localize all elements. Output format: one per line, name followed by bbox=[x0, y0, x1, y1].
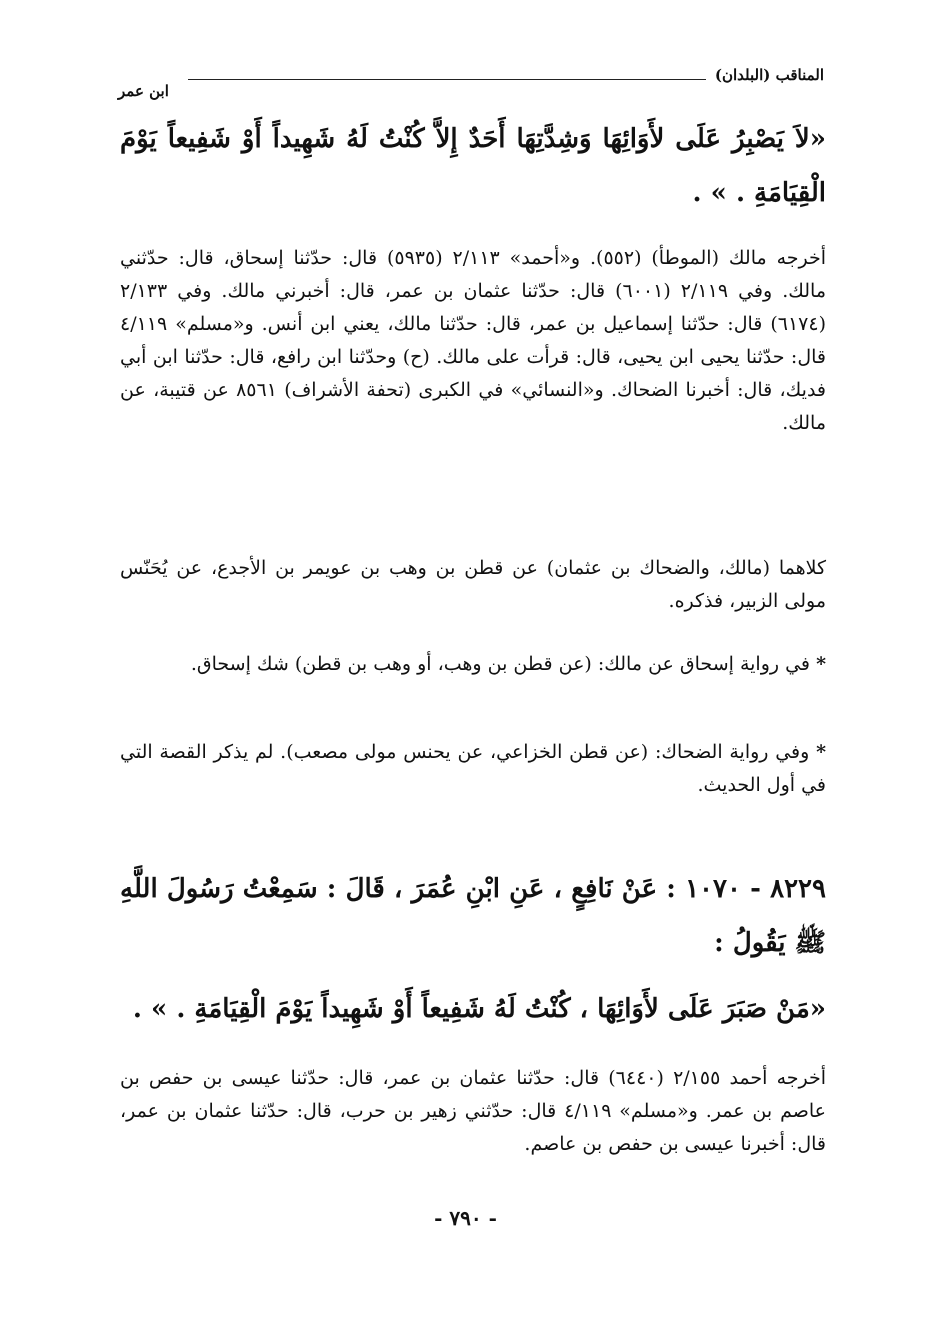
section-title: المناقب (البلدان) bbox=[714, 66, 824, 84]
asterisk-icon: * bbox=[816, 653, 826, 675]
hadith-heading bbox=[120, 862, 826, 970]
variant-note-1 bbox=[120, 648, 826, 681]
prev-hadith-body: «لاَ يَصْبِرُ عَلَى لأَوَائِهَا وَشِدَّتِهَا أَحَدٌ إِلاَّ كُنْتُ لَهُ شَهِيداً أَوْ شَفِيعاً يَوْمَ الْقِيَامَةِ . » . bbox=[120, 124, 826, 208]
isnad-note-text: كلاهما (مالك، والضحاك بن عثمان) عن قطن بن وهب بن عويمر بن الأجدع، عن يُحَنّس مولى الزبير، فذكره. bbox=[120, 557, 826, 612]
page-number: - ٧٩٠ - bbox=[434, 1206, 497, 1230]
takhrij-paragraph-1 bbox=[120, 242, 826, 440]
variant-note-2 bbox=[120, 736, 826, 802]
asterisk-icon: * bbox=[816, 741, 826, 763]
chapter-title: ابن عمر bbox=[118, 82, 169, 100]
takhrij-1-text: أخرجه مالك (الموطأ) (٥٥٢). و«أحمد» ٢/١١٣ (٥٩٣٥) قال: حدّثنا إسحاق، قال: حدّثني مالك. وفي ٢/١١٩ (٦٠٠١) قال: حدّثنا عثمان بن عمر، قال: أخبرني مالك. وفي ٢/١٣٣ (٦١٧٤) قال: حدّثنا إسماعيل بن عمر، قال: حدّثنا مالك، يعني ابن أنس. و«مسلم» ٤/١١٩ قال: حدّثنا يحيى ابن يحيى، قال: قرأت على مالك. (ح) وحدّثنا ابن رافع، قال: حدّثنا ابن أبي فديك، قال: أخبرنا الضحاك. و«النسائي» في الكبرى (تحفة الأشراف) ٨٥٦١ عن قتيبة، عن مالك. bbox=[120, 247, 827, 434]
prev-hadith-text bbox=[120, 112, 826, 220]
hadith-8229-matn bbox=[120, 982, 826, 1036]
takhrij-2-text: أخرجه أحمد ٢/١٥٥ (٦٤٤٠) قال: حدّثنا عثمان بن عمر، قال: حدّثنا عيسى بن حفص بن عاصم بن عمر. و«مسلم» ٤/١١٩ قال: حدّثني زهير بن حرب، قال: حدّثنا عثمان بن عمر، قال: أخبرنا عيسى بن حفص بن عاصم. bbox=[120, 1067, 827, 1155]
isnad-note bbox=[120, 552, 826, 618]
variant-note-2-text: وفي رواية الضحاك: (عن قطن الخزاعي، عن يحنس مولى مصعب). لم يذكر القصة التي في أول الحديث. bbox=[120, 741, 826, 796]
takhrij-paragraph-2 bbox=[120, 1062, 826, 1161]
hadith-8229-heading: ٨٢٢٩ - ١٠٧٠ : عَنْ نَافِعٍ ، عَنِ ابْنِ عُمَرَ ، قَالَ : سَمِعْتُ رَسُولَ اللَّهِ ﷺ يَقُولُ : bbox=[120, 874, 826, 958]
running-header bbox=[118, 62, 824, 102]
header-rule bbox=[188, 79, 706, 80]
variant-note-1-text: في رواية إسحاق عن مالك: (عن قطن بن وهب، أو وهب بن قطن) شك إسحاق. bbox=[190, 653, 811, 675]
hadith-8229-text: «مَنْ صَبَرَ عَلَى لأَوَائِهَا ، كُنْتُ لَهُ شَفِيعاً أَوْ شَهِيداً يَوْمَ الْقِيَامَةِ . » . bbox=[132, 994, 826, 1024]
